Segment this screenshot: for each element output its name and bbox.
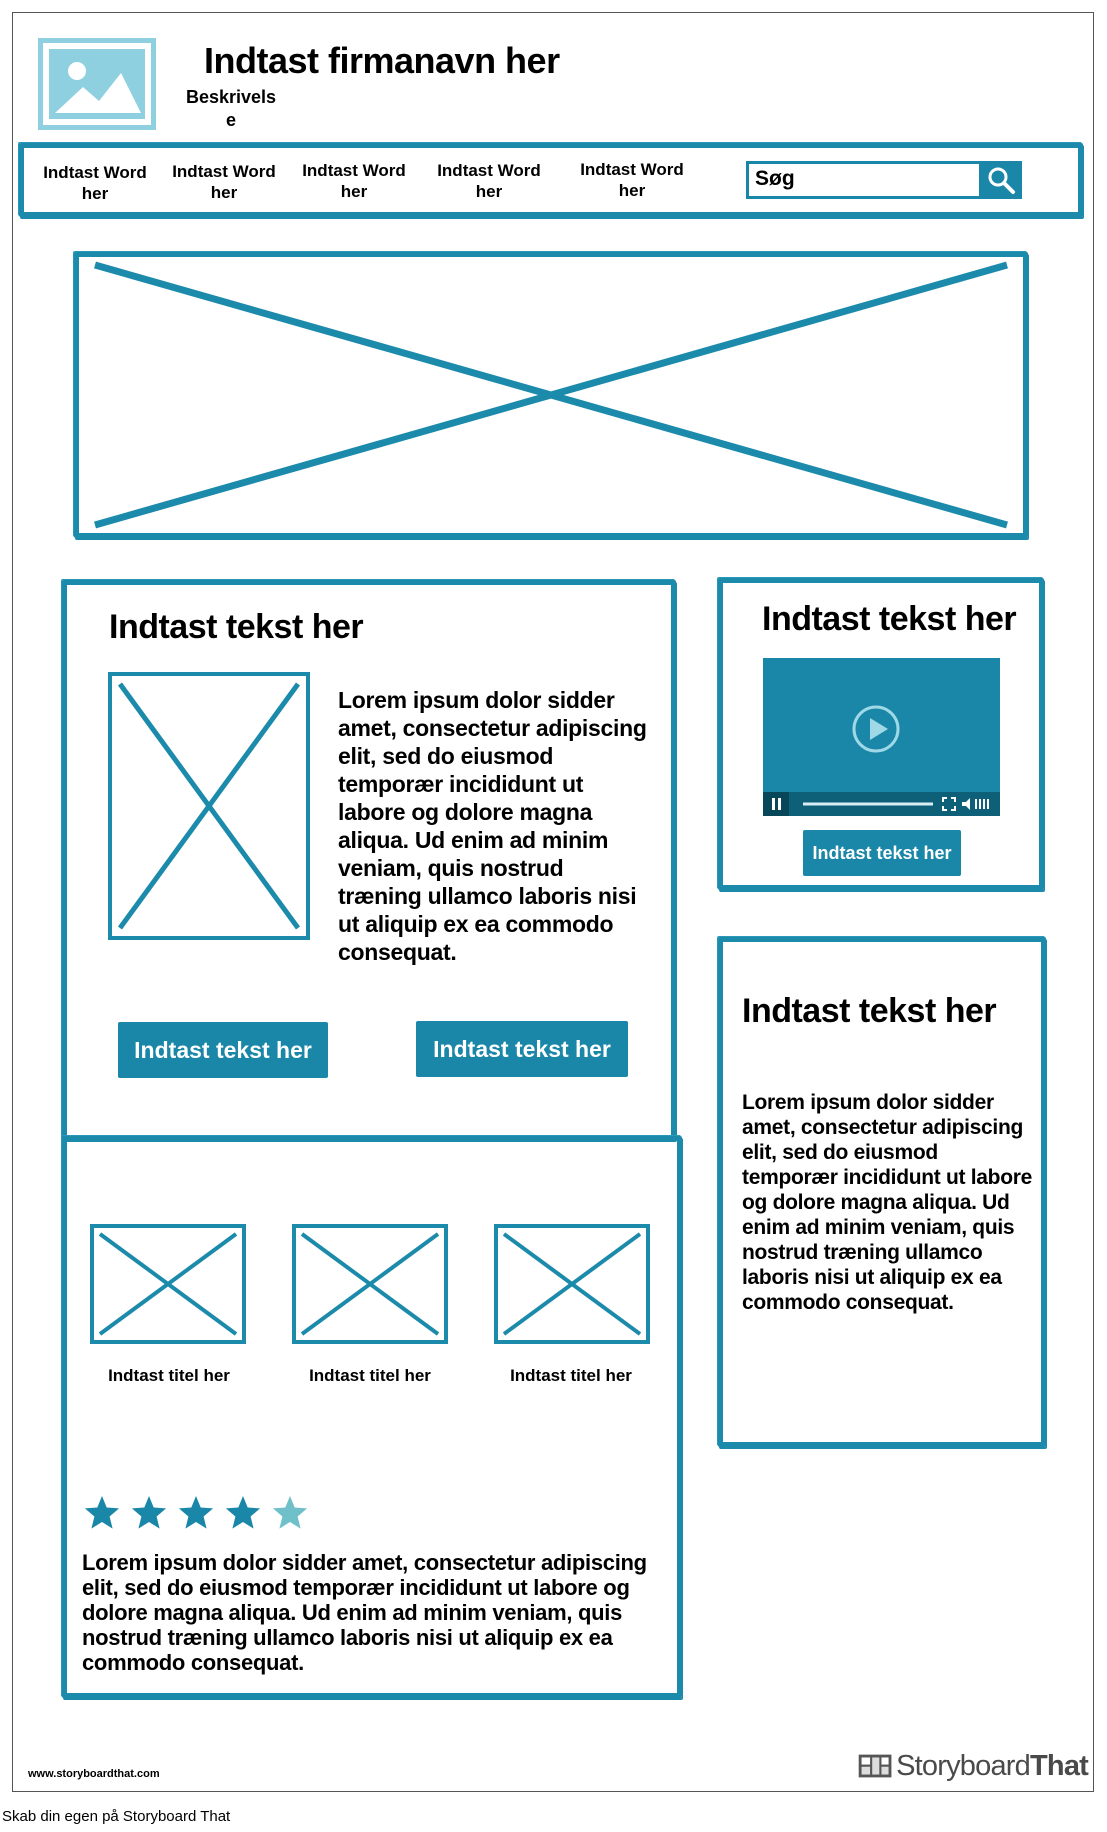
gallery-title-2: Indtast titel her	[309, 1366, 431, 1385]
side-card-heading: Indtast tekst her	[742, 992, 997, 1030]
main-card-button-1[interactable]: Indtast tekst her	[118, 1022, 328, 1078]
brand-text-bold: That	[1029, 1749, 1088, 1782]
storyboardthat-logo	[858, 1746, 1088, 1786]
star-rating[interactable]	[82, 1494, 322, 1534]
fullscreen-icon[interactable]	[943, 798, 955, 810]
star-icon-1[interactable]	[85, 1496, 119, 1529]
main-card-image-placeholder	[108, 672, 310, 940]
hero-image-placeholder	[74, 252, 1028, 538]
gallery-image-2	[292, 1224, 448, 1344]
volume-icon[interactable]	[962, 798, 970, 810]
footer-caption[interactable]: Skab din egen på Storyboard That	[2, 1808, 231, 1825]
play-icon[interactable]	[851, 704, 901, 754]
gallery-body: Lorem ipsum dolor sidder amet, consectetur adipiscing elit, sed do eiusmod temporær incididunt ut labore og dolore magna aliqua. Ud enim ad minim veniam, quis nostrud træning ullamco laboris nisi ut aliquip ex ea commodo consequat.	[82, 1550, 647, 1675]
footer-url[interactable]: www.storyboardthat.com	[28, 1768, 160, 1780]
nav-item-3[interactable]: Indtast Word her	[302, 161, 406, 201]
star-icon-4[interactable]	[226, 1496, 260, 1529]
search-icon	[980, 161, 1022, 199]
logo-placeholder	[38, 38, 156, 130]
nav-item-2[interactable]: Indtast Word her	[172, 162, 276, 202]
gallery-image-1	[90, 1224, 246, 1344]
side-card-body: Lorem ipsum dolor sidder amet, consectetur adipiscing elit, sed do eiusmod temporær incididunt ut labore og dolore magna aliqua. Ud enim ad minim veniam, quis nostrud træning ullamco laboris nisi ut aliquip ex ea commodo consequat.	[742, 1091, 1032, 1314]
gallery-image-3	[494, 1224, 650, 1344]
video-player[interactable]	[763, 658, 1000, 816]
nav-item-1[interactable]: Indtast Word her	[43, 163, 147, 203]
storyboard-logo-icon	[858, 1749, 892, 1783]
brand-text-plain: Storyboard	[896, 1749, 1030, 1782]
search-button[interactable]	[980, 161, 1022, 199]
main-card-button-2[interactable]: Indtast tekst her	[416, 1021, 628, 1077]
image-icon	[43, 43, 151, 125]
nav-item-5[interactable]: Indtast Word her	[580, 160, 684, 200]
video-controls	[763, 792, 1000, 816]
gallery-title-1: Indtast titel her	[108, 1366, 230, 1385]
main-card-heading: Indtast tekst her	[109, 608, 364, 646]
gallery-title-3: Indtast titel her	[510, 1366, 632, 1385]
placeholder-cross-icon	[296, 1228, 444, 1340]
company-description: Beskrivelse	[185, 87, 277, 130]
placeholder-cross-icon	[94, 1228, 242, 1340]
video-card-button[interactable]: Indtast tekst her	[803, 830, 961, 876]
main-card-body: Lorem ipsum dolor sidder amet, consectetur adipiscing elit, sed do eiusmod temporær incididunt ut labore og dolore magna aliqua. Ud enim ad minim veniam, quis nostrud træning ullamco laboris nisi ut aliquip ex ea commodo consequat.	[338, 687, 647, 965]
search-input[interactable]	[746, 161, 982, 199]
star-icon-5[interactable]	[273, 1496, 307, 1529]
star-icon-2[interactable]	[132, 1496, 166, 1529]
star-icon-3[interactable]	[179, 1496, 213, 1529]
nav-item-4[interactable]: Indtast Word her	[437, 161, 541, 201]
company-name: Indtast firmanavn her	[204, 40, 560, 81]
search-input-value: Søg	[755, 167, 795, 190]
video-card-heading: Indtast tekst her	[762, 600, 1017, 638]
placeholder-cross-icon	[112, 676, 306, 936]
placeholder-cross-icon	[79, 257, 1023, 533]
placeholder-cross-icon	[498, 1228, 646, 1340]
